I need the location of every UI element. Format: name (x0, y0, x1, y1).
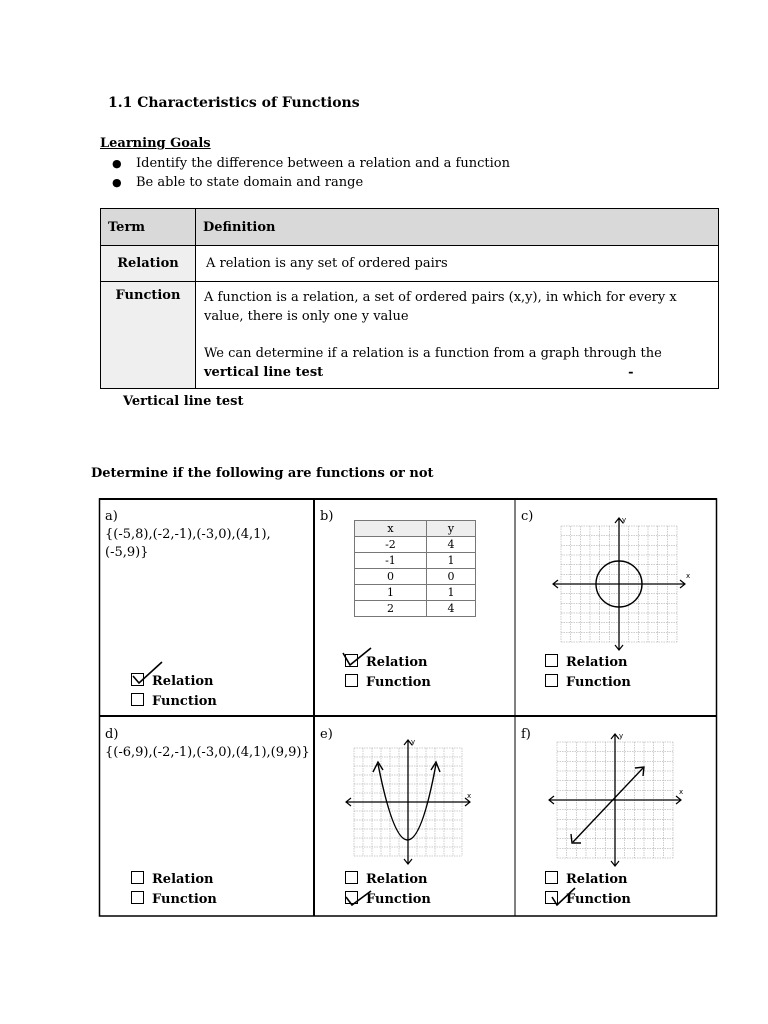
checkmark-icon (344, 887, 374, 909)
definition-header: Definition (196, 209, 719, 246)
function-option[interactable]: Function (345, 674, 431, 692)
problem-f (515, 716, 717, 916)
table-cell: 4 (426, 537, 475, 553)
xy-table (354, 520, 476, 617)
table-cell: 0 (426, 569, 475, 585)
table-cell: 4 (426, 601, 475, 617)
relation-checkbox[interactable] (131, 871, 144, 884)
function-checkbox[interactable] (131, 693, 144, 706)
problems-grid (99, 498, 717, 916)
checkmark-icon (549, 886, 579, 910)
table-cell: 1 (355, 585, 427, 601)
parabola-graph (342, 736, 474, 868)
terms-table (100, 208, 719, 389)
function-option[interactable]: Function (545, 674, 631, 692)
relation-option[interactable]: Relation (545, 871, 628, 889)
term-relation: Relation (101, 246, 196, 282)
graph-grid (553, 518, 685, 650)
problem-e (314, 716, 515, 916)
definition-function-vlt: We can determine if a relation is a function from a graph through the vertical line test - (204, 346, 662, 380)
y-axis-label: y (622, 516, 627, 524)
list-item: ● Be able to state domain and range (112, 173, 510, 192)
table-header-x: x (355, 521, 427, 537)
problem-d (99, 716, 314, 916)
definition-relation: A relation is any set of ordered pairs (196, 246, 719, 282)
table-cell: -2 (355, 537, 427, 553)
problem-c (515, 498, 717, 716)
problem-label: f) (521, 727, 531, 742)
x-axis-label: x (686, 572, 691, 580)
function-option[interactable]: Function (131, 693, 217, 711)
graph-grid (346, 740, 470, 864)
x-axis-label: x (467, 792, 472, 800)
checkmark-icon (341, 646, 375, 670)
table-cell: 1 (426, 553, 475, 569)
relation-option[interactable]: Relation (131, 673, 214, 691)
problem-label: d) (105, 727, 119, 742)
table-header-y: y (426, 521, 475, 537)
relation-option[interactable]: Relation (345, 871, 428, 889)
learning-goals-list (112, 154, 510, 192)
relation-checkbox[interactable] (545, 871, 558, 884)
function-checkbox[interactable] (345, 674, 358, 687)
function-option[interactable]: Function (545, 891, 631, 909)
table-cell: 0 (355, 569, 427, 585)
circle-graph (549, 514, 689, 654)
learning-goals-heading: Learning Goals (100, 136, 211, 151)
definition-function (196, 282, 719, 389)
arrow-icon (373, 762, 440, 772)
ordered-pairs: {(-6,9),(-2,-1),(-3,0),(4,1),(9,9)} (105, 745, 310, 760)
function-checkbox[interactable] (131, 891, 144, 904)
y-axis-label: y (411, 738, 416, 746)
function-option[interactable]: Function (131, 891, 217, 909)
checkmark-icon (131, 660, 165, 686)
table-cell: 2 (355, 601, 427, 617)
graph-grid (549, 734, 684, 866)
relation-option[interactable]: Relation (545, 654, 628, 672)
instructions: Determine if the following are functions or not (91, 466, 434, 481)
line-curve (573, 768, 643, 842)
y-axis-label: y (619, 732, 624, 740)
dash-mark: - (628, 365, 634, 380)
problem-label: a) (105, 509, 118, 524)
table-cell: 1 (426, 585, 475, 601)
term-function: Function (101, 282, 196, 389)
relation-option[interactable]: Relation (345, 654, 428, 672)
relation-option[interactable]: Relation (131, 871, 214, 889)
page-title: 1.1 Characteristics of Functions (108, 95, 360, 111)
problem-b (314, 498, 515, 716)
term-header: Term (101, 209, 196, 246)
problem-label: c) (521, 509, 534, 524)
x-axis-label: x (679, 788, 684, 796)
function-option[interactable]: Function (345, 891, 431, 909)
function-checkbox[interactable] (545, 674, 558, 687)
ordered-pairs: {(-5,8),(-2,-1),(-3,0),(4,1),(-5,9)} (105, 527, 271, 560)
table-cell: -1 (355, 553, 427, 569)
vertical-line-test-label: Vertical line test (123, 394, 244, 409)
relation-checkbox[interactable] (545, 654, 558, 667)
line-graph (545, 730, 685, 870)
definition-function-text: A function is a relation, a set of ordered pairs (x,y), in which for every x value, there is only one y value (204, 290, 677, 324)
problem-label: e) (320, 727, 333, 742)
list-item: ● Identify the difference between a relation and a function (112, 154, 510, 173)
problem-label: b) (320, 509, 334, 524)
problem-a (99, 498, 314, 716)
relation-checkbox[interactable] (345, 871, 358, 884)
